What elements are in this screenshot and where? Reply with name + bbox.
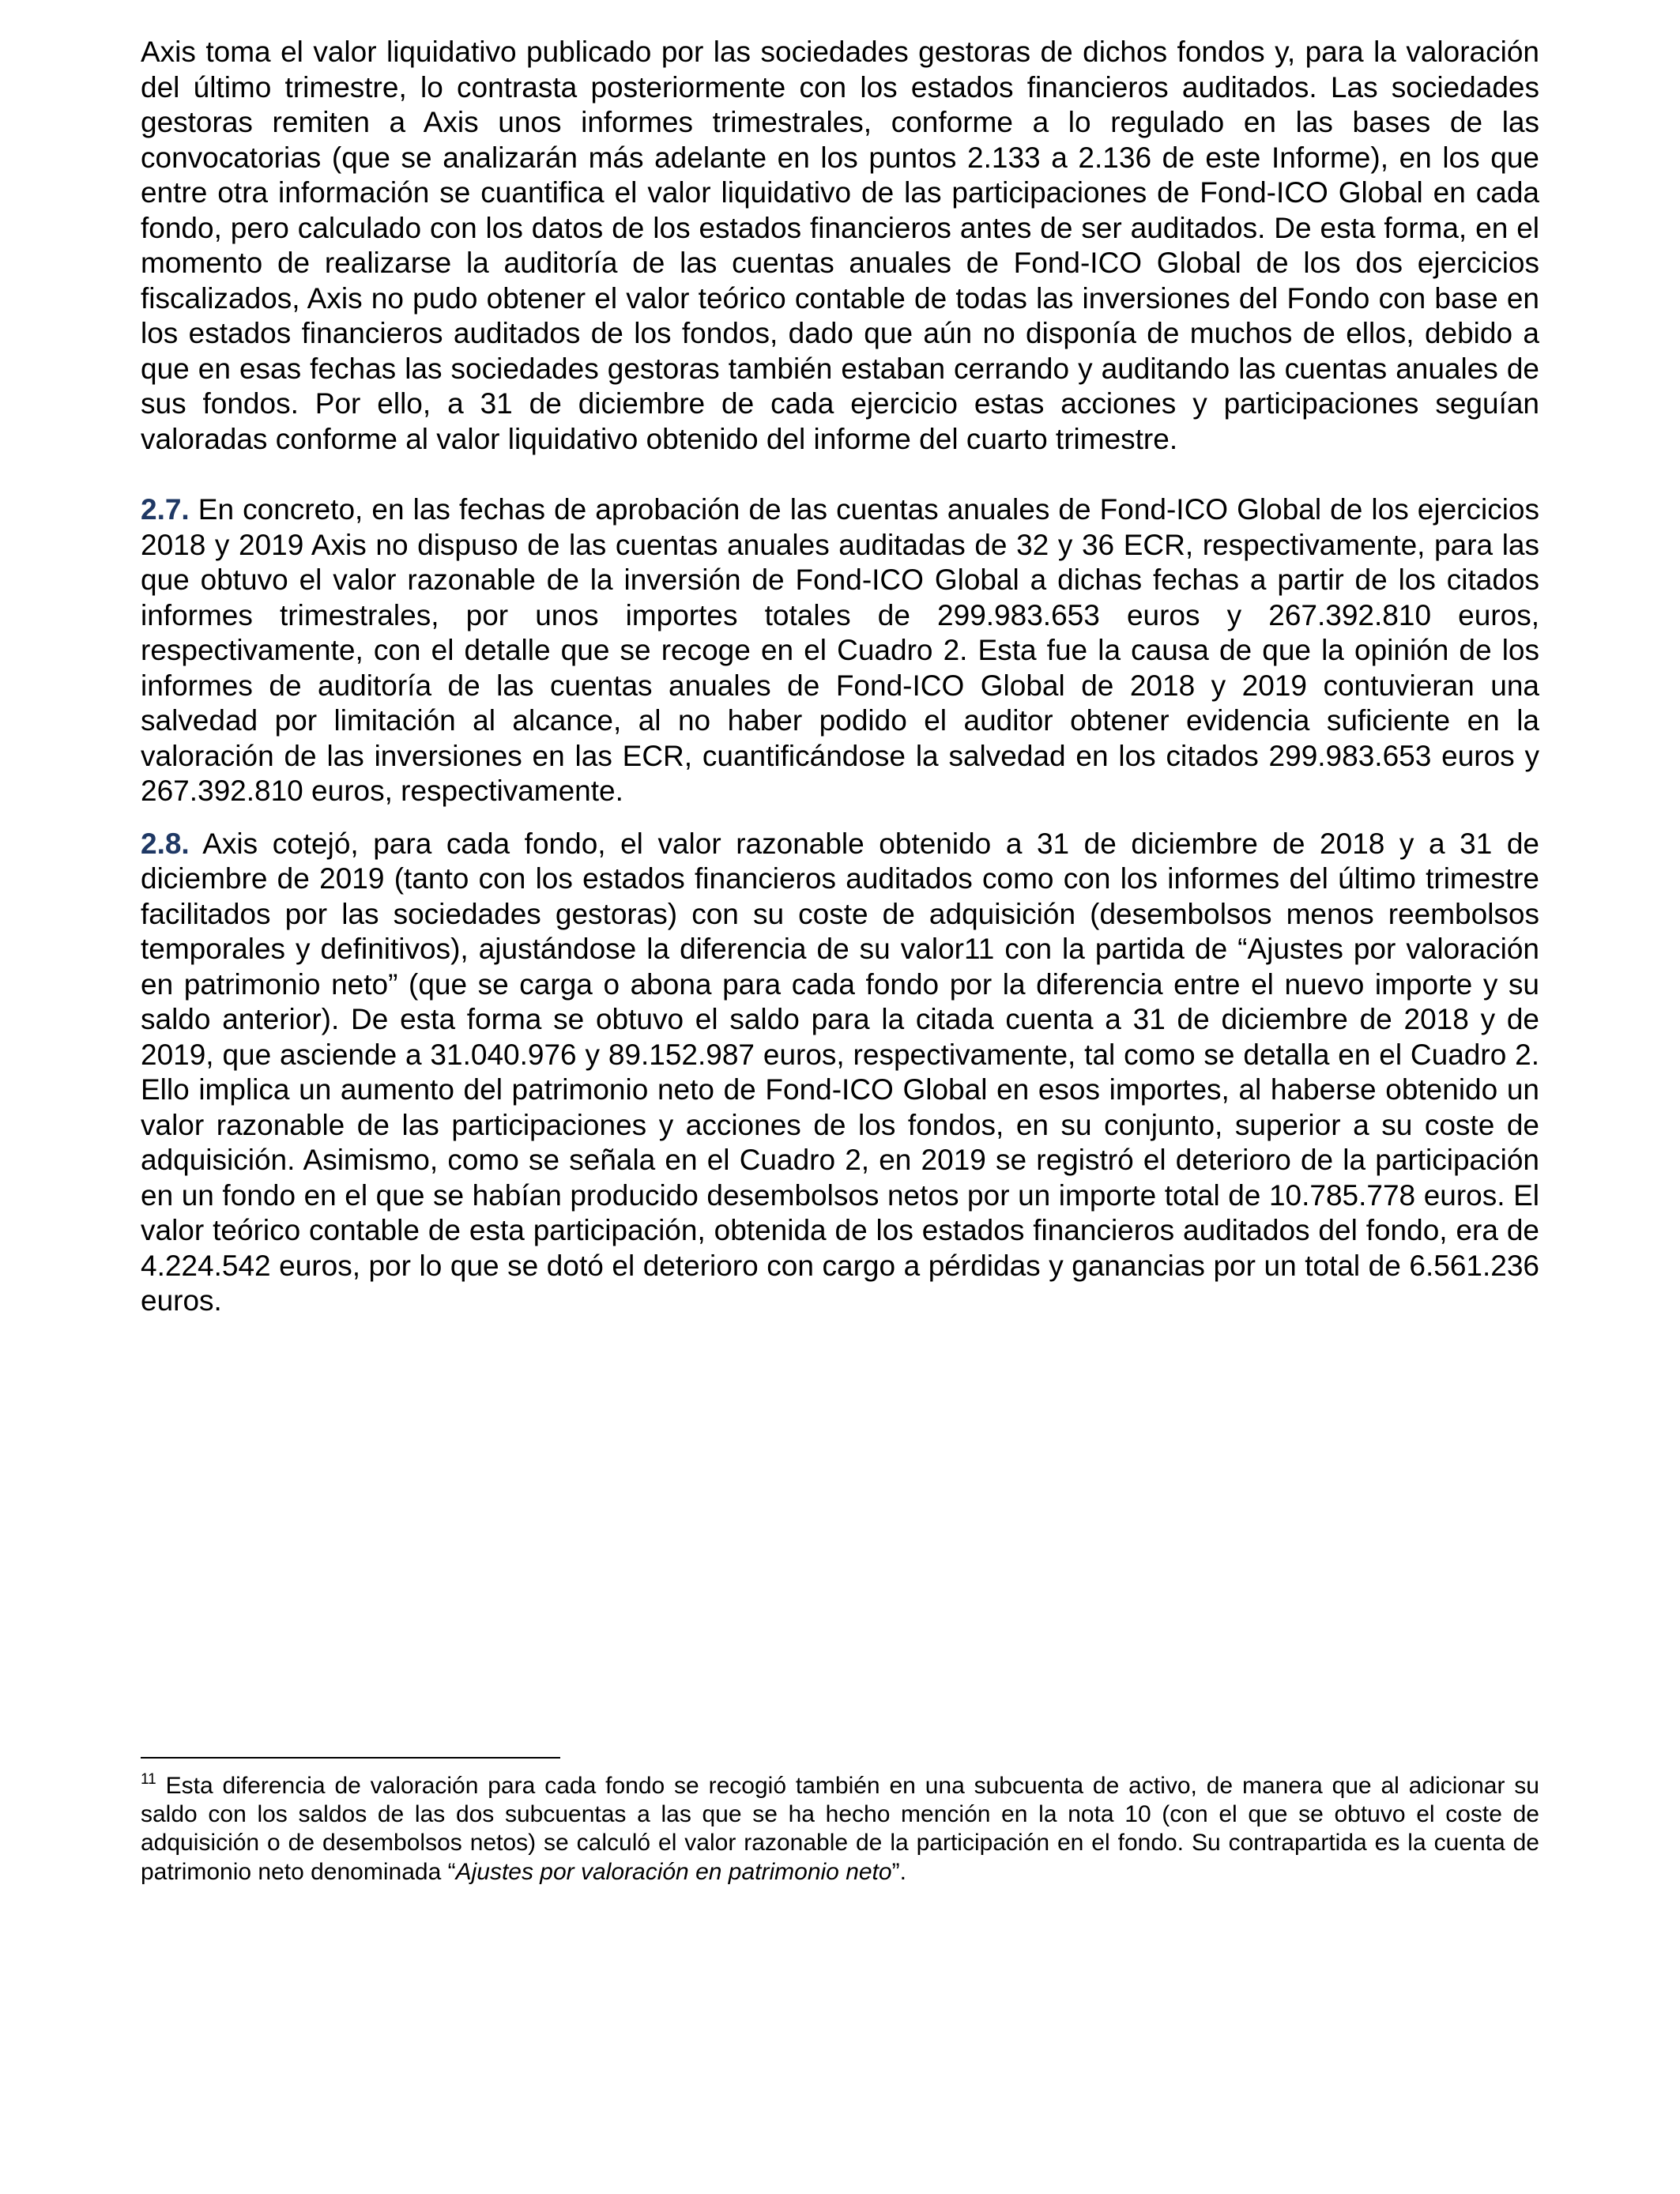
paragraph-intro — [141, 35, 1539, 457]
paragraph-number-2-8: 2.8. — [141, 827, 190, 860]
footnote-11 — [141, 1772, 1539, 1887]
footnote-italic-term: Ajustes por valoración en patrimonio neto — [455, 1858, 892, 1885]
footnote-text: Esta diferencia de valoración para cada fondo se recogió también en una subcuenta de activo, de manera que al adicionar su saldo con los saldos de las dos subcuentas a las que se ha hecho mención en la nota 10 (con el que se obtuvo el coste de adquisición o de desembolsos netos) se calculó el valor razonable de la participación en el fondo. Su contrapartida es la cuenta de patrimonio neto denominada “ — [141, 1773, 1539, 1885]
footnote-marker: 11 — [141, 1771, 156, 1788]
footnote-separator — [141, 1757, 560, 1759]
paragraph-2-7-text: En concreto, en las fechas de aprobación de las cuentas anuales de Fond-ICO Global de los ejercicios 2018 y 2019 Axis no dispuso de las cuentas anuales auditadas de 32 y 36 ECR, respectivamente, para las que obtuvo el valor razonable de la inversión de Fond-ICO Global a dichas fechas a partir de los citados informes trimestrales, por unos importes totales de 299.983.653 euros y 267.392.810 euros, respectivamente, con el detalle que se recoge en el Cuadro 2. Esta fue la causa de que la opinión de los informes de auditoría de las cuentas anuales de Fond-ICO Global de 2018 y 2019 contuvieran una salvedad por limitación al alcance, al no haber podido el auditor obtener evidencia suficiente en la valoración de las inversiones en las ECR, cuantificándose la salvedad en los citados 299.983.653 euros y 267.392.810 euros, respectivamente. — [141, 493, 1539, 807]
paragraph-2-7 — [141, 492, 1539, 809]
document-body — [141, 35, 1539, 1319]
paragraph-2-8-text: Axis cotejó, para cada fondo, el valor razonable obtenido a 31 de diciembre de 2018 y a 31 de diciembre de 2019 (tanto con los estados financieros auditados como con los informes del último trimestre facilitados por las sociedades gestoras) con su coste de adquisición (desembolsos menos reembolsos temporales y definitivos), ajustándose la diferencia de su valor11 con la partida de “Ajustes por valoración en patrimonio neto” (que se carga o abona para cada fondo por la diferencia entre el nuevo importe y su saldo anterior). De esta forma se obtuvo el saldo para la citada cuenta a 31 de diciembre de 2018 y de 2019, que asciende a 31.040.976 y 89.152.987 euros, respectivamente, tal como se detalla en el Cuadro 2. Ello implica un aumento del patrimonio neto de Fond-ICO Global en esos importes, al haberse obtenido un valor razonable de las participaciones y acciones de los fondos, en su conjunto, superior a su coste de adquisición. Asimismo, como se señala en el Cuadro 2, en 2019 se registró el deterioro de la participación en un fondo en el que se habían producido desembolsos netos por un importe total de 10.785.778 euros. El valor teórico contable de esta participación, obtenida de los estados financieros auditados del fondo, era de 4.224.542 euros, por lo que se dotó el deterioro con cargo a pérdidas y ganancias por un total de 6.561.236 euros. — [141, 827, 1539, 1317]
paragraph-number-2-7: 2.7. — [141, 493, 190, 526]
footnote-closing: ”. — [891, 1858, 906, 1885]
paragraph-intro-text: Axis toma el valor liquidativo publicado por las sociedades gestoras de dichos fondos y, para la valoración del último trimestre, lo contrasta posteriormente con los estados financieros auditados. Las sociedades gestoras remiten a Axis unos informes trimestrales, conforme a lo regulado en las bases de las convocatorias (que se analizarán más adelante en los puntos 2.133 a 2.136 de este Informe), en los que entre otra información se cuantifica el valor liquidativo de las participaciones de Fond-ICO Global en cada fondo, pero calculado con los datos de los estados financieros antes de ser auditados. De esta forma, en el momento de realizarse la auditoría de las cuentas anuales de Fond-ICO Global de los dos ejercicios fiscalizados, Axis no pudo obtener el valor teórico contable de todas las inversiones del Fondo con base en los estados financieros auditados de los fondos, dado que aún no disponía de muchos de ellos, debido a que en esas fechas las sociedades gestoras también estaban cerrando y auditando las cuentas anuales de sus fondos. Por ello, a 31 de diciembre de cada ejercicio estas acciones y participaciones seguían valoradas conforme al valor liquidativo obtenido del informe del cuarto trimestre. — [141, 36, 1539, 455]
paragraph-2-8 — [141, 827, 1539, 1319]
